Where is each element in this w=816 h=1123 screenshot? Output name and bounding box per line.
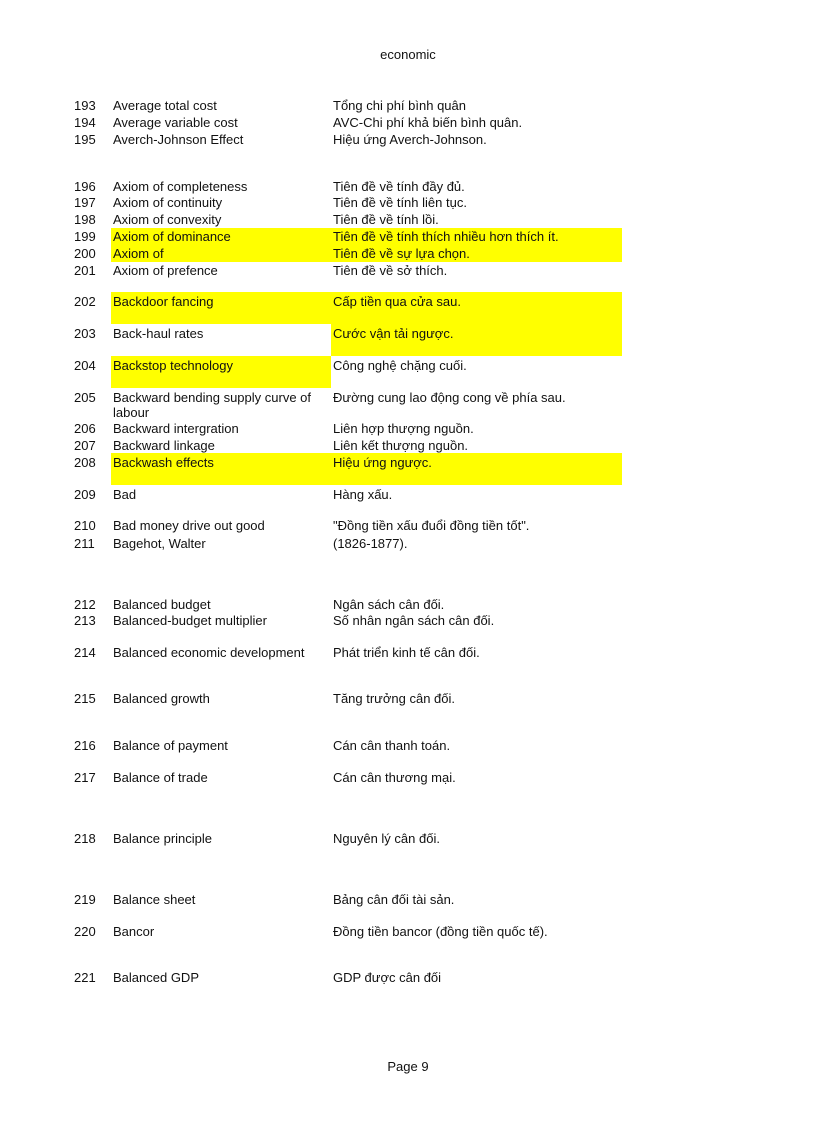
vietnamese-translation: Số nhân ngân sách cân đối. bbox=[333, 613, 495, 628]
vietnamese-translation: Đường cung lao động cong về phía sau. bbox=[333, 390, 566, 405]
entry-number: 217 bbox=[74, 770, 96, 785]
english-term: Balance sheet bbox=[113, 892, 196, 907]
entry-number: 208 bbox=[74, 455, 96, 470]
entry-number: 193 bbox=[74, 98, 96, 113]
entry-number: 202 bbox=[74, 294, 96, 309]
entry-number: 199 bbox=[74, 229, 96, 244]
entry-number: 215 bbox=[74, 691, 96, 706]
vietnamese-translation: "Đồng tiền xấu đuổi đồng tiền tốt". bbox=[333, 518, 530, 533]
english-term: Backward intergration bbox=[113, 421, 239, 436]
english-term: Backward bending supply curve of labour bbox=[113, 390, 312, 420]
english-term: Balanced growth bbox=[113, 691, 210, 706]
vietnamese-translation: Bảng cân đối tài sản. bbox=[333, 892, 455, 907]
vietnamese-translation: AVC-Chi phí khả biến bình quân. bbox=[333, 115, 523, 130]
vietnamese-translation: Tiên đề về tính lồi. bbox=[333, 212, 439, 227]
vietnamese-translation: Ngân sách cân đối. bbox=[333, 597, 445, 612]
vietnamese-translation: Tổng chi phí bình quân bbox=[333, 98, 466, 113]
english-term: Averch-Johnson Effect bbox=[113, 132, 244, 147]
vietnamese-translation: Liên kết thượng nguồn. bbox=[333, 438, 469, 453]
english-term: Backstop technology bbox=[113, 358, 233, 373]
english-term: Balanced economic development bbox=[113, 645, 305, 660]
entry-number: 216 bbox=[74, 738, 96, 753]
entry-number: 198 bbox=[74, 212, 96, 227]
english-term: Bancor bbox=[113, 924, 155, 939]
vietnamese-translation: Cấp tiền qua cửa sau. bbox=[333, 294, 461, 309]
entry-number: 221 bbox=[74, 970, 96, 985]
entry-number: 218 bbox=[74, 831, 96, 846]
entry-number: 201 bbox=[74, 263, 96, 278]
entry-number: 207 bbox=[74, 438, 96, 453]
english-term: Bagehot, Walter bbox=[113, 536, 206, 551]
entry-number: 197 bbox=[74, 195, 96, 210]
english-term: Balance of payment bbox=[113, 738, 228, 753]
english-term: Bad bbox=[113, 487, 137, 502]
vietnamese-translation: Đồng tiền bancor (đồng tiền quốc tế). bbox=[333, 924, 548, 939]
vietnamese-translation: Tiên đề về tính thích nhiều hơn thích ít. bbox=[333, 229, 559, 244]
vietnamese-translation: Tiên đề về tính liên tục. bbox=[333, 195, 467, 210]
vietnamese-translation: Phát triển kinh tế cân đối. bbox=[333, 645, 480, 660]
page-header: economic bbox=[380, 47, 436, 62]
vietnamese-translation: Tiên đề về sự lựa chọn. bbox=[333, 246, 470, 261]
page-footer: Page 9 bbox=[387, 1059, 429, 1074]
english-term: Balance principle bbox=[113, 831, 213, 846]
entry-number: 196 bbox=[74, 179, 96, 194]
english-term: Balanced-budget multiplier bbox=[113, 613, 267, 628]
english-term: Balanced GDP bbox=[113, 970, 199, 985]
vietnamese-translation: Cán cân thương mại. bbox=[333, 770, 456, 785]
entry-number: 204 bbox=[74, 358, 96, 373]
vietnamese-translation: Công nghệ chặng cuối. bbox=[333, 358, 467, 373]
english-term: Axiom of completeness bbox=[113, 179, 248, 194]
english-term: Axiom of continuity bbox=[113, 195, 223, 210]
vietnamese-translation: Hiệu ứng Averch-Johnson. bbox=[333, 132, 487, 147]
english-term: Back-haul rates bbox=[113, 326, 204, 341]
entry-number: 210 bbox=[74, 518, 96, 533]
english-term: Balanced budget bbox=[113, 597, 211, 612]
entry-number: 214 bbox=[74, 645, 96, 660]
entry-number: 195 bbox=[74, 132, 96, 147]
english-term: Axiom of bbox=[113, 246, 164, 261]
vietnamese-translation: Cán cân thanh toán. bbox=[333, 738, 451, 753]
vietnamese-translation: GDP được cân đối bbox=[333, 970, 442, 985]
entry-number: 212 bbox=[74, 597, 96, 612]
vietnamese-translation: Liên hợp thượng nguồn. bbox=[333, 421, 474, 436]
english-term: Axiom of prefence bbox=[113, 263, 218, 278]
english-term: Backwash effects bbox=[113, 455, 214, 470]
english-term: Average variable cost bbox=[113, 115, 238, 130]
vietnamese-translation: Cước vận tải ngược. bbox=[333, 326, 454, 341]
entry-number: 200 bbox=[74, 246, 96, 261]
vietnamese-translation: Hiệu ứng ngược. bbox=[333, 455, 432, 470]
entry-number: 203 bbox=[74, 326, 96, 341]
entry-number: 194 bbox=[74, 115, 96, 130]
entry-number: 206 bbox=[74, 421, 96, 436]
entry-number: 205 bbox=[74, 390, 96, 405]
vietnamese-translation: Tiên đề về sở thích. bbox=[333, 263, 448, 278]
english-term: Axiom of convexity bbox=[113, 212, 222, 227]
entry-number: 219 bbox=[74, 892, 96, 907]
vietnamese-translation: Tăng trưởng cân đối. bbox=[333, 691, 456, 706]
entry-number: 211 bbox=[74, 536, 95, 551]
english-term: Backward linkage bbox=[113, 438, 215, 453]
english-term: Balance of trade bbox=[113, 770, 208, 785]
vietnamese-translation: (1826-1877). bbox=[333, 536, 408, 551]
entry-number: 213 bbox=[74, 613, 96, 628]
entry-number: 220 bbox=[74, 924, 96, 939]
entry-number: 209 bbox=[74, 487, 96, 502]
english-term: Average total cost bbox=[113, 98, 217, 113]
vietnamese-translation: Tiên đề về tính đầy đủ. bbox=[333, 179, 465, 194]
english-term: Axiom of dominance bbox=[113, 229, 231, 244]
vietnamese-translation: Hàng xấu. bbox=[333, 487, 393, 502]
english-term: Backdoor fancing bbox=[113, 294, 214, 309]
vietnamese-translation: Nguyên lý cân đối. bbox=[333, 831, 440, 846]
english-term: Bad money drive out good bbox=[113, 518, 265, 533]
